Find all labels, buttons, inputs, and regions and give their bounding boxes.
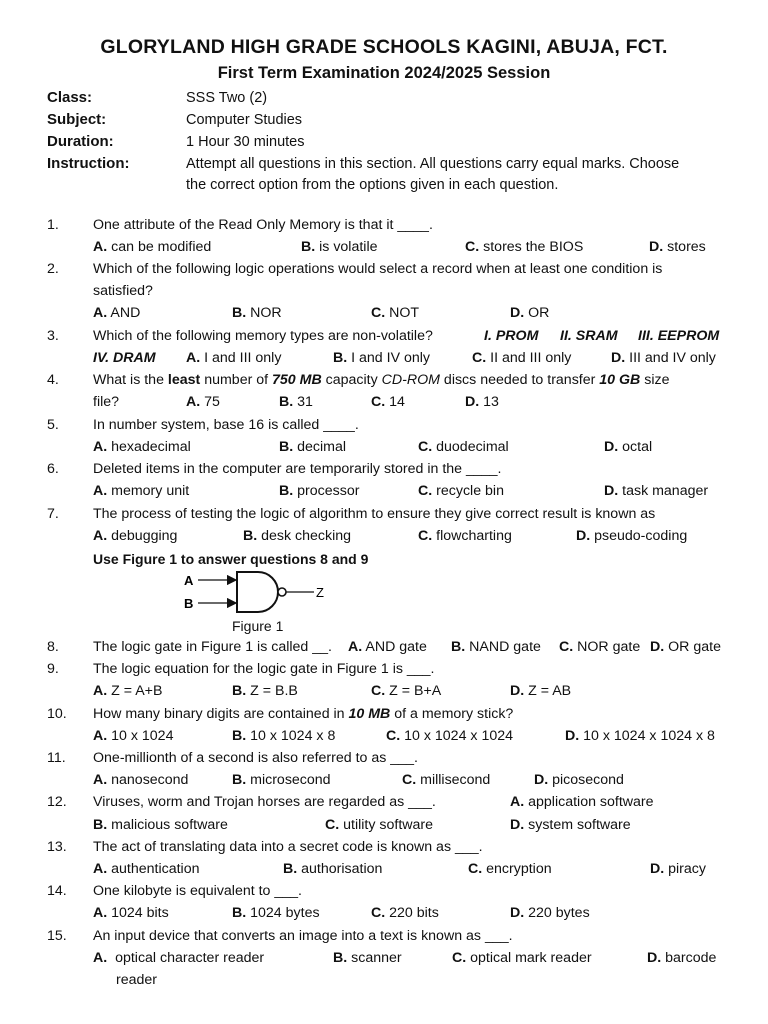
option-d [649, 239, 706, 255]
option-text: 220 bits [389, 905, 439, 921]
option-text: debugging [111, 528, 178, 544]
text-part-italic: CD-ROM [381, 372, 440, 388]
option-letter: B. [333, 950, 348, 966]
option-letter: B. [279, 439, 294, 455]
option-letter: D. [611, 350, 626, 366]
option-text: optical character reader [115, 950, 265, 966]
option-letter: D. [649, 239, 664, 255]
option-letter: B. [232, 728, 247, 744]
option-letter: A. [93, 728, 108, 744]
question-number: 1. [47, 217, 59, 233]
option-letter: A. [93, 861, 108, 877]
option-text: piracy [668, 861, 706, 877]
question-number: 15. [47, 928, 67, 944]
option-a [93, 305, 140, 321]
option-letter: A. [510, 794, 525, 810]
output-z-label: Z [316, 585, 324, 600]
option-c [325, 817, 433, 833]
text-part: How many binary digits are contained in [93, 706, 349, 722]
question-text: The logic gate in Figure 1 is called __. [93, 639, 332, 655]
option-d [534, 772, 624, 788]
and-gate-body [237, 572, 278, 612]
option-text: 10 x 1024 [111, 728, 174, 744]
option-letter: D. [650, 861, 665, 877]
question-text: An input device that converts an image into a text is known as ___. [93, 928, 513, 944]
option-b [279, 439, 346, 455]
option-letter: A. [93, 950, 108, 966]
question-text: Viruses, worm and Trojan horses are regarded as ___. [93, 794, 436, 810]
option-a [93, 772, 188, 788]
question-number: 3. [47, 328, 59, 344]
question-number: 9. [47, 661, 59, 677]
option-text: AND [110, 305, 141, 321]
question-text [93, 706, 513, 722]
question-text: Which of the following logic operations would select a record when at least one condition is [93, 261, 663, 277]
option-c [468, 861, 552, 877]
option-letter: A. [93, 483, 108, 499]
option-text: Z = A+B [111, 683, 163, 699]
option-b [283, 861, 382, 877]
option-letter: C. [472, 350, 487, 366]
question-text: The act of translating data into a secret code is known as ___. [93, 839, 483, 855]
option-a [186, 394, 220, 410]
option-d [604, 483, 708, 499]
option-text: encryption [486, 861, 552, 877]
option-b [232, 305, 282, 321]
option-letter: C. [418, 439, 433, 455]
item-iv: IV. DRAM [93, 350, 156, 366]
instruction-label: Instruction: [47, 155, 130, 172]
option-b [333, 950, 402, 966]
option-text: 75 [204, 394, 220, 410]
option-d [565, 728, 715, 744]
option-text: scanner [351, 950, 402, 966]
option-text: I and IV only [351, 350, 431, 366]
option-letter: D. [565, 728, 580, 744]
question-number: 10. [47, 706, 67, 722]
question-number: 8. [47, 639, 59, 655]
option-text: 1024 bytes [250, 905, 320, 921]
option-letter: C. [371, 305, 386, 321]
option-b [93, 817, 228, 833]
option-text: stores [667, 239, 706, 255]
option-c [472, 350, 571, 366]
text-part: discs needed to transfer [439, 372, 600, 388]
option-d [604, 439, 652, 455]
question-number: 7. [47, 506, 59, 522]
duration-label: Duration: [47, 133, 114, 150]
figure-caption: Figure 1 [232, 618, 284, 634]
option-text: 1024 bits [111, 905, 169, 921]
option-a [93, 861, 200, 877]
option-d [650, 639, 721, 655]
option-letter: D. [650, 639, 665, 655]
question-text-cont: file? [93, 394, 120, 410]
item-ii: II. SRAM [560, 328, 618, 344]
text-part: number of [200, 372, 273, 388]
option-c [371, 305, 419, 321]
option-b [279, 394, 313, 410]
option-letter: D. [510, 683, 525, 699]
option-d [611, 350, 716, 366]
option-b [333, 350, 430, 366]
option-text: NAND gate [469, 639, 541, 655]
option-text: octal [622, 439, 653, 455]
nand-gate-figure [180, 570, 340, 618]
item-iii: III. EEPROM [638, 328, 720, 344]
option-c [418, 483, 504, 499]
text-part-bold-italic: 10 GB [599, 372, 641, 388]
option-c [452, 950, 592, 966]
option-text: authorisation [301, 861, 383, 877]
option-d [465, 394, 499, 410]
text-part-bold: least [167, 372, 201, 388]
option-letter: A. [186, 394, 201, 410]
option-text: NOR gate [577, 639, 641, 655]
option-letter: A. [93, 239, 108, 255]
option-c [371, 683, 441, 699]
text-part: What is the [93, 372, 168, 388]
option-a [93, 239, 211, 255]
option-letter: D. [510, 817, 525, 833]
option-letter: A. [93, 683, 108, 699]
option-d [510, 683, 571, 699]
option-text: Z = AB [528, 683, 572, 699]
option-letter: C. [559, 639, 574, 655]
item-i: I. PROM [484, 328, 539, 344]
option-a [186, 350, 281, 366]
option-text: III and IV only [629, 350, 716, 366]
option-a [93, 683, 162, 699]
option-letter: B. [232, 683, 247, 699]
inversion-bubble [278, 588, 286, 596]
option-d [510, 305, 549, 321]
option-c [465, 239, 583, 255]
option-text: hexadecimal [111, 439, 191, 455]
option-text: flowcharting [436, 528, 512, 544]
question-text: One attribute of the Read Only Memory is that it ____. [93, 217, 433, 233]
exam-title: First Term Examination 2024/2025 Session [217, 64, 551, 82]
option-a [93, 483, 189, 499]
option-c [371, 394, 405, 410]
option-letter: C. [371, 683, 386, 699]
instruction-line1: Attempt all questions in this section. All questions carry equal marks. Choose [186, 156, 680, 172]
option-text: 13 [483, 394, 499, 410]
question-text: The process of testing the logic of algorithm to ensure they give correct result is known as [93, 506, 656, 522]
option-letter: C. [468, 861, 483, 877]
option-text: 10 x 1024 x 1024 x 8 [583, 728, 715, 744]
option-d [576, 528, 687, 544]
option-text: processor [297, 483, 360, 499]
option-a [93, 950, 264, 966]
option-letter: B. [93, 817, 108, 833]
class-label: Class: [47, 89, 93, 106]
option-letter: C. [386, 728, 401, 744]
question-number: 11. [47, 750, 66, 766]
option-d-cont: reader [116, 972, 158, 988]
option-letter: B. [232, 905, 247, 921]
option-c [386, 728, 513, 744]
option-text: pseudo-coding [594, 528, 688, 544]
text-part-bold-italic: 10 MB [348, 706, 391, 722]
instruction-line2: the correct option from the options given in each question. [186, 177, 559, 193]
option-text: picosecond [552, 772, 624, 788]
option-text: decimal [297, 439, 347, 455]
option-letter: C. [465, 239, 480, 255]
question-number: 4. [47, 372, 59, 388]
option-text: is volatile [319, 239, 378, 255]
question-number: 6. [47, 461, 59, 477]
option-letter: B. [279, 483, 294, 499]
option-b [301, 239, 378, 255]
class-value: SSS Two (2) [186, 90, 268, 106]
option-text: recycle bin [436, 483, 504, 499]
option-a [93, 439, 191, 455]
option-letter: C. [371, 394, 386, 410]
option-b [451, 639, 541, 655]
option-b [232, 905, 320, 921]
option-d [650, 861, 706, 877]
option-text: NOR [250, 305, 282, 321]
option-letter: B. [232, 772, 247, 788]
option-letter: C. [418, 528, 433, 544]
option-text: task manager [622, 483, 709, 499]
option-letter: A. [186, 350, 201, 366]
question-number: 5. [47, 417, 59, 433]
text-part-bold-italic: 750 MB [272, 372, 322, 388]
option-letter: A. [93, 905, 108, 921]
option-text: AND gate [365, 639, 427, 655]
option-letter: C. [402, 772, 417, 788]
option-text: OR gate [668, 639, 721, 655]
option-a [510, 794, 654, 810]
question-text: One-millionth of a second is also referred to as ___. [93, 750, 418, 766]
option-text: millisecond [420, 772, 491, 788]
subject-value: Computer Studies [186, 112, 303, 128]
option-text: II and III only [490, 350, 572, 366]
question-number: 2. [47, 261, 59, 277]
option-letter: D. [647, 950, 662, 966]
option-letter: C. [371, 905, 386, 921]
option-c [418, 528, 512, 544]
option-text: system software [528, 817, 631, 833]
option-d [510, 905, 590, 921]
input-a-label: A [184, 573, 194, 588]
duration-value: 1 Hour 30 minutes [186, 134, 305, 150]
option-text: Z = B.B [250, 683, 298, 699]
option-letter: B. [283, 861, 298, 877]
option-text: authentication [111, 861, 200, 877]
option-letter: A. [93, 528, 108, 544]
option-letter: B. [232, 305, 247, 321]
option-text: NOT [389, 305, 420, 321]
option-text: barcode [665, 950, 717, 966]
option-letter: A. [93, 439, 108, 455]
subject-label: Subject: [47, 111, 107, 128]
option-letter: D. [510, 905, 525, 921]
option-letter: D. [510, 305, 525, 321]
option-a [93, 728, 173, 744]
question-text [93, 372, 669, 388]
option-letter: A. [93, 772, 108, 788]
option-letter: D. [604, 439, 619, 455]
option-c [418, 439, 509, 455]
option-a [348, 639, 427, 655]
option-letter: C. [418, 483, 433, 499]
option-text: OR [528, 305, 550, 321]
option-letter: B. [243, 528, 258, 544]
option-text: utility software [343, 817, 434, 833]
option-text: memory unit [111, 483, 190, 499]
question-text: Which of the following memory types are non-volatile? [93, 328, 433, 344]
text-part: of a memory stick? [390, 706, 514, 722]
option-letter: B. [333, 350, 348, 366]
option-text: 220 bytes [528, 905, 590, 921]
option-text: duodecimal [436, 439, 509, 455]
option-a [93, 528, 177, 544]
option-text: 10 x 1024 x 8 [250, 728, 336, 744]
option-text: application software [528, 794, 654, 810]
option-text: optical mark reader [470, 950, 592, 966]
option-letter: A. [93, 305, 108, 321]
option-c [402, 772, 490, 788]
input-b-label: B [184, 596, 194, 611]
figure-instruction: Use Figure 1 to answer questions 8 and 9 [93, 551, 369, 567]
text-part: capacity [321, 372, 382, 388]
school-name: GLORYLAND HIGH GRADE SCHOOLS KAGINI, ABUJA, FCT. [100, 36, 668, 58]
option-letter: C. [452, 950, 467, 966]
question-number: 13. [47, 839, 67, 855]
option-text: malicious software [111, 817, 228, 833]
option-b [279, 483, 359, 499]
option-b [232, 728, 335, 744]
option-a [93, 905, 169, 921]
option-d [510, 817, 631, 833]
question-number: 12. [47, 794, 67, 810]
question-text: In number system, base 16 is called ____. [93, 417, 359, 433]
option-text: nanosecond [111, 772, 189, 788]
option-letter: A. [348, 639, 363, 655]
option-letter: B. [301, 239, 316, 255]
option-letter: C. [325, 817, 340, 833]
option-text: 31 [297, 394, 313, 410]
option-letter: D. [534, 772, 549, 788]
option-text: desk checking [261, 528, 352, 544]
option-letter: D. [576, 528, 591, 544]
question-text: The logic equation for the logic gate in Figure 1 is ___. [93, 661, 435, 677]
option-b [232, 683, 298, 699]
option-letter: D. [604, 483, 619, 499]
option-letter: B. [279, 394, 294, 410]
option-text: I and III only [204, 350, 282, 366]
option-text: microsecond [250, 772, 331, 788]
option-text: stores the BIOS [483, 239, 584, 255]
option-d [647, 950, 716, 966]
option-c [371, 905, 439, 921]
question-number: 14. [47, 883, 67, 899]
option-letter: D. [465, 394, 480, 410]
option-text: can be modified [111, 239, 212, 255]
option-letter: B. [451, 639, 466, 655]
option-text: 10 x 1024 x 1024 [404, 728, 513, 744]
question-text-cont: satisfied? [93, 283, 153, 299]
option-b [232, 772, 331, 788]
option-text: 14 [389, 394, 405, 410]
option-c [559, 639, 640, 655]
option-b [243, 528, 351, 544]
question-text: One kilobyte is equivalent to ___. [93, 883, 303, 899]
question-text: Deleted items in the computer are temporarily stored in the ____. [93, 461, 502, 477]
option-text: Z = B+A [389, 683, 442, 699]
text-part: size [640, 372, 670, 388]
